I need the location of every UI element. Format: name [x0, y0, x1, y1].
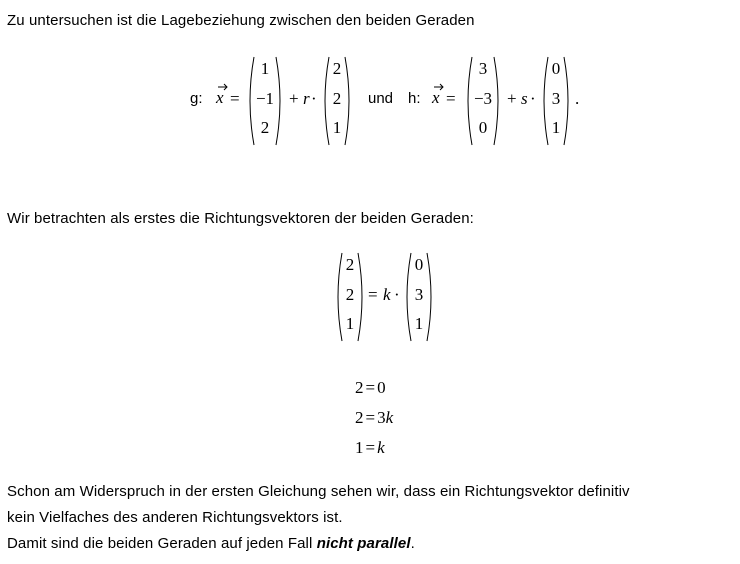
vector-component: 0 — [414, 255, 424, 274]
dot-operator: · — [530, 89, 536, 108]
g-support-vector — [245, 56, 285, 146]
vector-component: 1 — [345, 314, 355, 333]
g-label: g: — [190, 90, 203, 107]
vector-arrow-icon — [433, 83, 445, 91]
vector-component: 0 — [478, 118, 488, 137]
vector-component: 1 — [551, 118, 561, 137]
vector-component: 3 — [414, 285, 424, 304]
plus-sign: + — [289, 89, 299, 108]
right-direction-vector — [402, 252, 436, 342]
equals-sign: = — [368, 285, 378, 304]
conclusion-line-1: Schon am Widerspruch in der ersten Gleichung sehen wir, dass ein Richtungsvektor definitiv — [7, 483, 630, 500]
equation-row: 1 = k — [355, 438, 385, 457]
intro-text: Zu untersuchen ist die Lagebeziehung zwischen den beiden Geraden — [7, 12, 475, 29]
conclusion-line-2: kein Vielfaches des anderen Richtungsvektors ist. — [7, 509, 343, 526]
vector-component: 2 — [260, 118, 270, 137]
equals-sign: = — [230, 89, 240, 108]
factor-k: k — [383, 285, 391, 304]
vector-component: 1 — [414, 314, 424, 333]
g-direction-vector — [320, 56, 354, 146]
param-r: r — [303, 89, 310, 108]
equation-row: 2 = 0 — [355, 378, 386, 397]
vector-component: 3 — [478, 59, 488, 78]
h-label: h: — [408, 90, 421, 107]
emphasis-nicht-parallel: nicht parallel — [316, 535, 411, 552]
vector-arrow-icon — [217, 83, 229, 91]
equals-sign: = — [446, 89, 456, 108]
conclusion-line-3: Damit sind die beiden Geraden auf jeden Fall nicht parallel. — [7, 535, 415, 552]
x-vector-symbol: x — [216, 88, 224, 107]
vector-component: 2 — [332, 89, 342, 108]
vector-component: −3 — [473, 89, 493, 108]
dot-operator: · — [394, 285, 400, 304]
h-direction-vector — [539, 56, 573, 146]
h-support-vector — [463, 56, 503, 146]
equation-row: 2 = 3k — [355, 408, 394, 427]
und-word: und — [368, 90, 394, 107]
vector-component: 2 — [345, 285, 355, 304]
vector-component: 0 — [551, 59, 561, 78]
dot-operator: · — [311, 89, 317, 108]
vector-component: 1 — [260, 59, 270, 78]
vector-component: 2 — [332, 59, 342, 78]
vector-component: 1 — [332, 118, 342, 137]
plus-sign: + — [507, 89, 517, 108]
vector-component: 2 — [345, 255, 355, 274]
vector-component: 3 — [551, 89, 561, 108]
param-s: s — [521, 89, 528, 108]
section2-text: Wir betrachten als erstes die Richtungsvektoren der beiden Geraden: — [7, 210, 474, 227]
vector-component: −1 — [255, 89, 275, 108]
x-vector-symbol: x — [432, 88, 440, 107]
left-direction-vector — [333, 252, 367, 342]
period: . — [575, 89, 580, 108]
